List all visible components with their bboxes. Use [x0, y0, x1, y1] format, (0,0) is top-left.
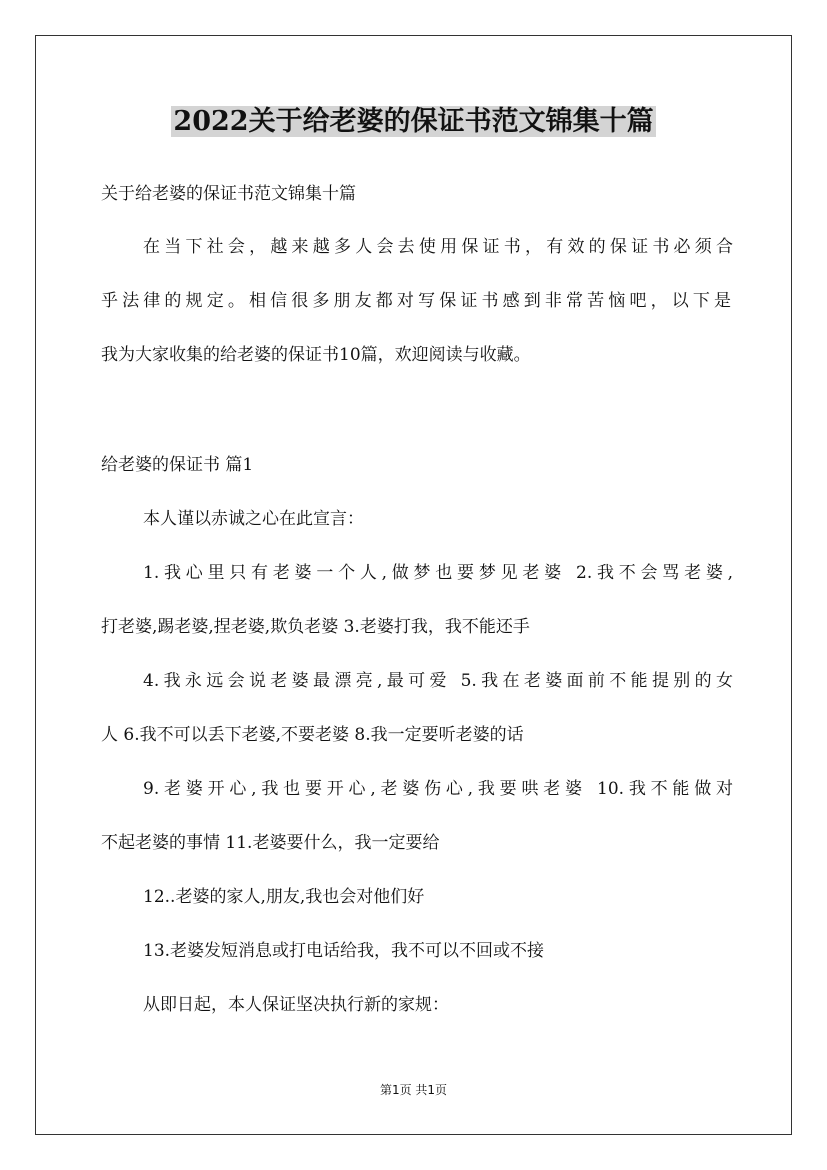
- body-line-8: 12..老婆的家人,朋友,我也会对他们好: [143, 887, 425, 907]
- body-line-2: 1.我心里只有老婆一个人,做梦也要梦见老婆 2.我不会骂老婆,: [143, 563, 733, 583]
- intro-line-2: 乎法律的规定。相信很多朋友都对写保证书感到非常苦恼吧，以下是: [101, 291, 731, 311]
- body-line-3: 打老婆,踢老婆,捏老婆,欺负老婆 3.老婆打我，我不能还手: [101, 617, 530, 637]
- body-line-5: 人 6.我不可以丢下老婆,不要老婆 8.我一定要听老婆的话: [101, 725, 524, 745]
- body-line-9: 13.老婆发短消息或打电话给我，我不可以不回或不接: [143, 941, 545, 961]
- document-subtitle: 关于给老婆的保证书范文锦集十篇: [101, 184, 356, 204]
- body-line-4: 4.我永远会说老婆最漂亮,最可爱 5.我在老婆面前不能提别的女: [143, 671, 733, 691]
- section-heading: 给老婆的保证书 篇1: [101, 455, 254, 475]
- document-title: 2022关于给老婆的保证书范文锦集十篇: [173, 106, 654, 137]
- body-line-7: 不起老婆的事情 11.老婆要什么，我一定要给: [101, 833, 440, 853]
- body-line-1: 本人谨以赤诚之心在此宣言：: [143, 509, 364, 529]
- body-line-6: 9.老婆开心,我也要开心,老婆伤心,我要哄老婆 10.我不能做对: [143, 779, 733, 799]
- intro-line-1: 在当下社会，越来越多人会去使用保证书，有效的保证书必须合: [143, 237, 733, 257]
- intro-line-3: 我为大家收集的给老婆的保证书10篇，欢迎阅读与收藏。: [101, 345, 531, 365]
- page-footer: 第1页 共1页: [379, 1083, 448, 1097]
- body-line-10: 从即日起，本人保证坚决执行新的家规：: [143, 995, 449, 1015]
